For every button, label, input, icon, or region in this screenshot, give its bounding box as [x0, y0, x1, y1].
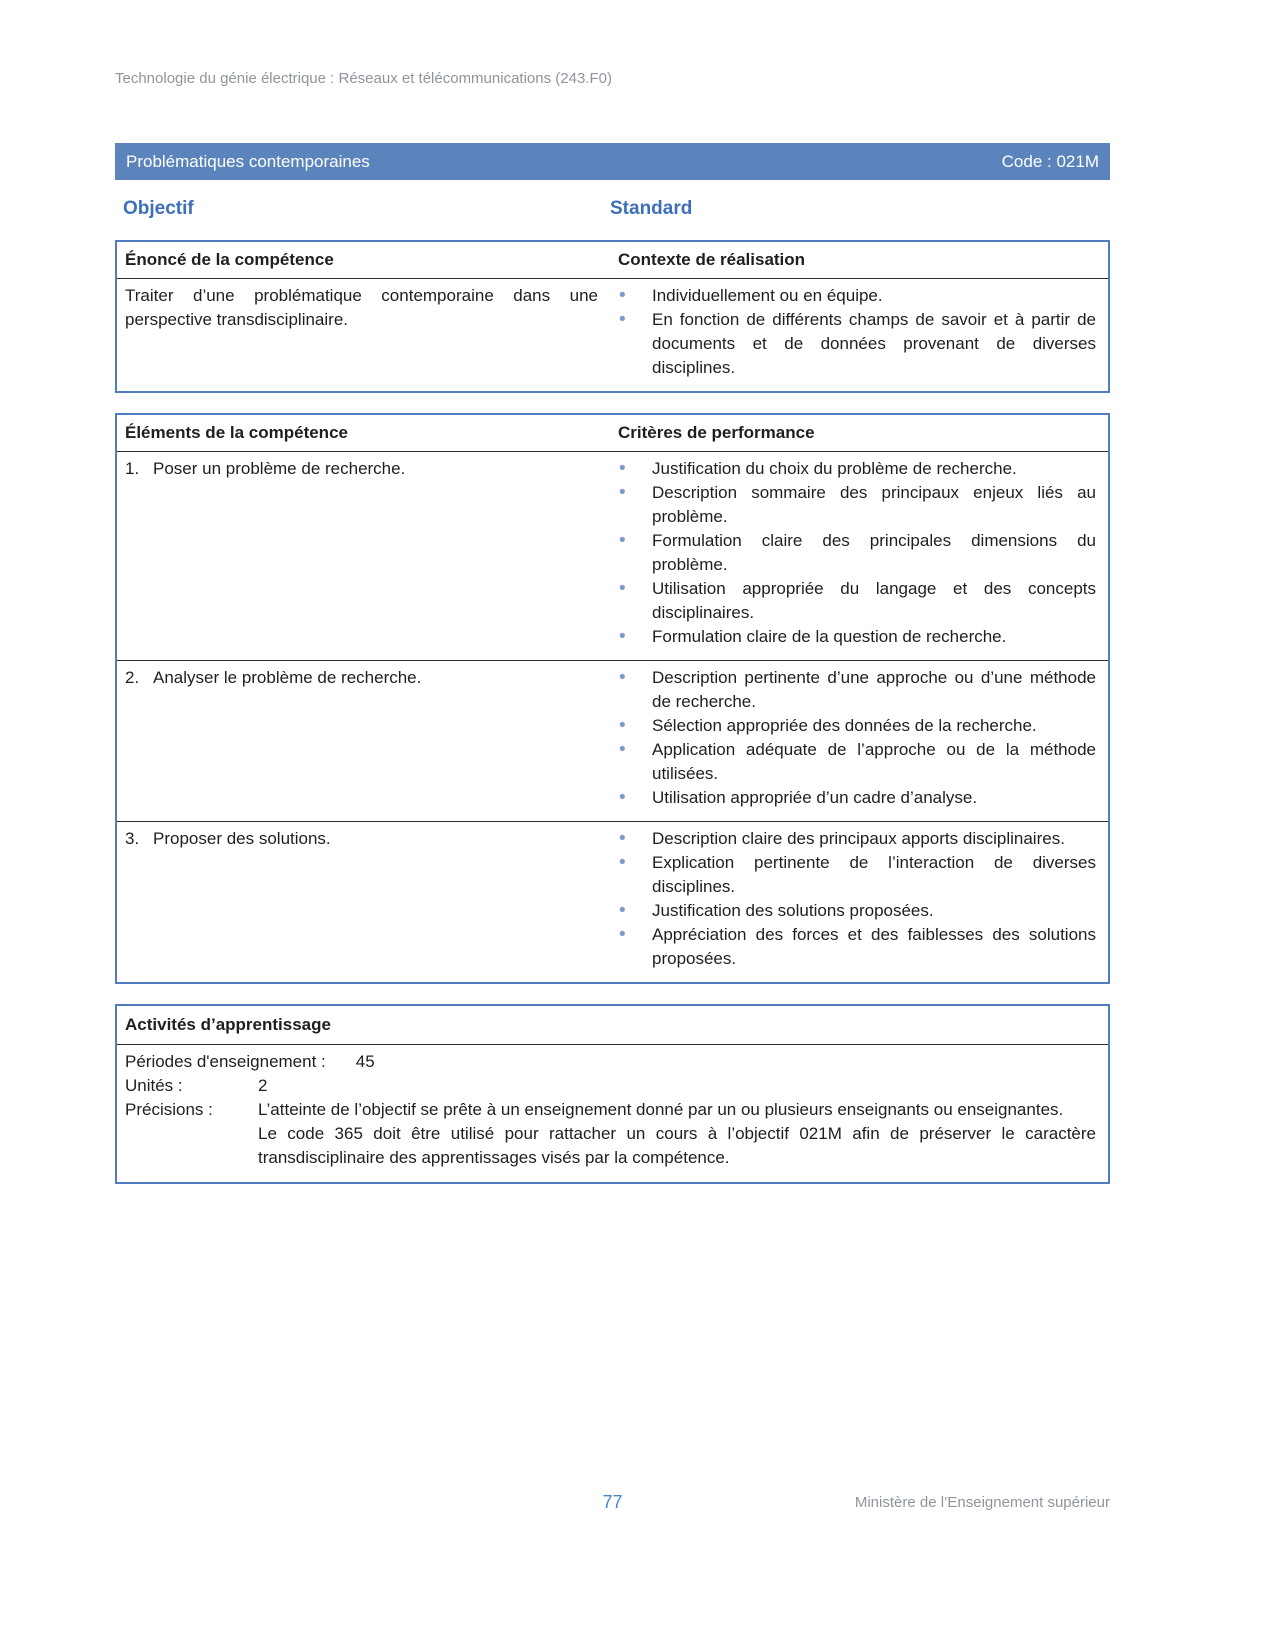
element-3-number: 3. [125, 829, 140, 848]
element-1-number: 1. [125, 459, 140, 478]
element-1 [117, 452, 610, 660]
precisions-paragraph-2: Le code 365 doit être utilisé pour rattacher un cours à l’objectif 021M afin de préserver le caractère transdisciplinaire des apprentissages visés par la compétence. [258, 1124, 1096, 1167]
precisions-paragraph-1: L’atteinte de l’objectif se prête à un enseignement donné par un ou plusieurs enseignants ou enseignantes. [258, 1100, 1064, 1119]
criteria-3-cell [610, 822, 1108, 982]
activities-table [115, 1004, 1110, 1184]
competence-table-body-row [117, 279, 1108, 391]
criteres-header: Critères de performance [618, 423, 815, 442]
criteria-3-list [610, 827, 1096, 971]
activities-header: Activités d’apprentissage [117, 1006, 1108, 1045]
bullet-item: • Utilisation appropriée d’un cadre d’analyse. [610, 786, 1096, 810]
criteria-2-list [610, 666, 1096, 810]
precisions-row [125, 1098, 1096, 1170]
activities-body [117, 1045, 1108, 1182]
periodes-row [125, 1050, 1096, 1074]
organization-name: Ministère de l’Enseignement supérieur [854, 1494, 1110, 1511]
elements-header: Éléments de la compétence [125, 423, 348, 442]
bullet-item: • Utilisation appropriée du langage et des concepts disciplinaires. [610, 577, 1096, 625]
precisions-label: Précisions : [125, 1100, 213, 1119]
objectif-heading: Objectif [123, 198, 194, 219]
unites-row [125, 1074, 1096, 1098]
standard-heading: Standard [610, 198, 693, 219]
periodes-value: 45 [355, 1052, 375, 1071]
page-footer [115, 1492, 1110, 1522]
bullet-item: • En fonction de différents champs de savoir et à partir de documents et de données provenant de diverses disciplines. [610, 308, 1096, 380]
element-row-1 [117, 452, 1108, 661]
page-number: 77 [602, 1492, 623, 1512]
element-3-text: Proposer des solutions. [153, 829, 331, 848]
element-2-text: Analyser le problème de recherche. [153, 668, 422, 687]
elements-table [115, 413, 1110, 984]
precisions-text [228, 1098, 1096, 1170]
bullet-item: • Individuellement ou en équipe. [610, 284, 1096, 308]
bullet-item: • Application adéquate de l’approche ou de la méthode utilisées. [610, 738, 1096, 786]
element-2-number: 2. [125, 668, 140, 687]
banner-title: Problématiques contemporaines [126, 151, 370, 171]
title-banner [115, 143, 1110, 180]
bullet-item: • Description sommaire des principaux enjeux liés au problème. [610, 481, 1096, 529]
running-header: Technologie du génie électrique : Réseaux et télécommunications (243.F0) [115, 70, 612, 87]
contexte-bullet-list [610, 284, 1096, 380]
section-headings [115, 198, 1110, 220]
bullet-item: • Justification des solutions proposées. [610, 899, 1096, 923]
unites-label: Unités : [125, 1076, 183, 1095]
bullet-item: • Justification du choix du problème de recherche. [610, 457, 1096, 481]
bullet-item: • Formulation claire des principales dimensions du problème. [610, 529, 1096, 577]
element-1-text: Poser un problème de recherche. [153, 459, 406, 478]
competence-table-header-row [117, 242, 1108, 279]
enonce-header: Énoncé de la compétence [125, 250, 334, 269]
criteria-2-cell [610, 661, 1108, 821]
element-row-3 [117, 822, 1108, 982]
element-row-2 [117, 661, 1108, 822]
element-2 [117, 661, 610, 821]
banner-code: Code : 021M [1001, 151, 1099, 171]
bullet-item: • Explication pertinente de l’interaction de diverses disciplines. [610, 851, 1096, 899]
contexte-header: Contexte de réalisation [618, 250, 806, 269]
bullet-item: • Formulation claire de la question de recherche. [610, 625, 1096, 649]
bullet-item: • Appréciation des forces et des faiblesses des solutions proposées. [610, 923, 1096, 971]
criteria-1-cell [610, 452, 1108, 660]
periodes-label: Périodes d'enseignement : [125, 1052, 326, 1071]
contexte-cell [610, 279, 1108, 391]
bullet-item: • Description claire des principaux apports disciplinaires. [610, 827, 1096, 851]
bullet-item: • Description pertinente d’une approche ou d’une méthode de recherche. [610, 666, 1096, 714]
enonce-text: Traiter d’une problématique contemporaine dans une perspective transdisciplinaire. [125, 286, 598, 329]
bullet-item: • Sélection appropriée des données de la recherche. [610, 714, 1096, 738]
competence-table [115, 240, 1110, 393]
criteria-1-list [610, 457, 1096, 649]
elements-table-header-row [117, 415, 1108, 452]
element-3 [117, 822, 610, 982]
unites-value: 2 [258, 1076, 268, 1095]
page-content [115, 0, 1110, 1184]
